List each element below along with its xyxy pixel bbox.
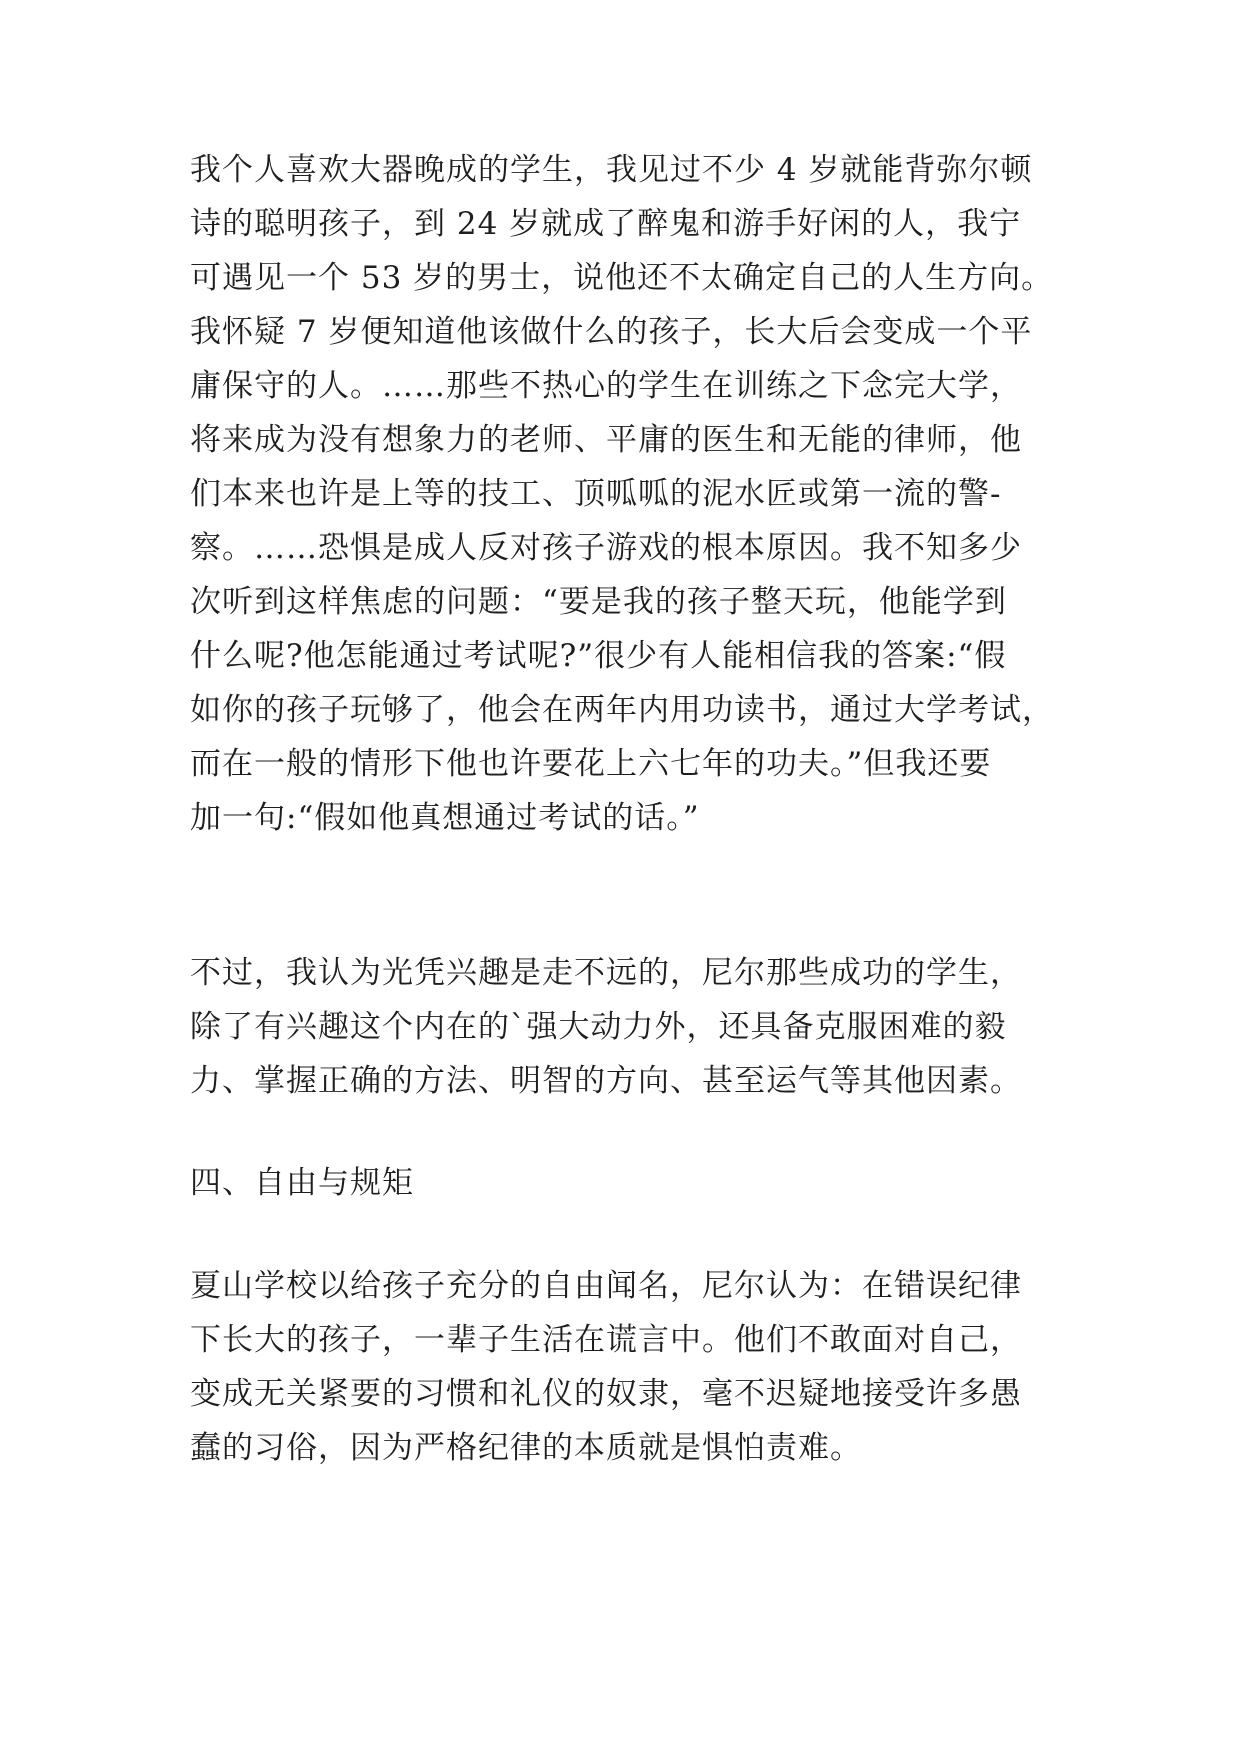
paragraph-1-line-7: 们本来也许是上等的技工、顶呱呱的泥水匠或第一流的警-: [190, 476, 1002, 512]
paragraph-3-line-1: 夏山学校以给孩子充分的自由闻名，尼尔认为：在错误纪律: [190, 1268, 1022, 1304]
paragraph-1-line-12: 而在一般的情形下他也许要花上六七年的功夫。”但我还要: [190, 746, 992, 782]
paragraph-1-line-4: 我怀疑 7 岁便知道他该做什么的孩子，长大后会变成一个平: [190, 314, 1033, 350]
paragraph-1-line-11: 如你的孩子玩够了，他会在两年内用功读书，通过大学考试，: [190, 692, 1054, 728]
paragraph-1-line-13: 加一句:“假如他真想通过考试的话。”: [190, 800, 700, 836]
paragraph-1-line-6: 将来成为没有想象力的老师、平庸的医生和无能的律师，他: [190, 422, 1022, 458]
paragraph-1-line-9: 次听到这样焦虑的问题：“要是我的孩子整天玩，他能学到: [190, 584, 1007, 620]
paragraph-2-line-3: 力、掌握正确的方法、明智的方向、甚至运气等其他因素。: [190, 1063, 1022, 1099]
paragraph-1-line-5: 庸保守的人。……那些不热心的学生在训练之下念完大学，: [190, 368, 1022, 404]
paragraph-3-line-2: 下长大的孩子，一辈子生活在谎言中。他们不敢面对自己，: [190, 1322, 1022, 1358]
section-heading: 四、自由与规矩: [190, 1165, 414, 1201]
paragraph-3-line-4: 蠢的习俗，因为严格纪律的本质就是惧怕责难。: [190, 1430, 862, 1466]
paragraph-1-line-8: 察。……恐惧是成人反对孩子游戏的根本原因。我不知多少: [190, 530, 1022, 566]
paragraph-2-line-1: 不过，我认为光凭兴趣是走不远的，尼尔那些成功的学生，: [190, 955, 1022, 991]
paragraph-3-line-3: 变成无关紧要的习惯和礼仪的奴隶，毫不迟疑地接受许多愚: [190, 1376, 1022, 1412]
paragraph-1-line-3: 可遇见一个 53 岁的男士，说他还不太确定自己的人生方向。: [190, 260, 1054, 296]
paragraph-2-line-2: 除了有兴趣这个内在的`强大动力外，还具备克服困难的毅: [190, 1009, 1007, 1045]
paragraph-1-line-2: 诗的聪明孩子，到 24 岁就成了醉鬼和游手好闲的人，我宁: [190, 206, 1022, 242]
paragraph-1-line-10: 什么呢?他怎能通过考试呢?”很少有人能相信我的答案:“假: [190, 638, 1007, 674]
paragraph-1-line-1: 我个人喜欢大器晚成的学生，我见过不少 4 岁就能背弥尔顿: [190, 152, 1033, 188]
